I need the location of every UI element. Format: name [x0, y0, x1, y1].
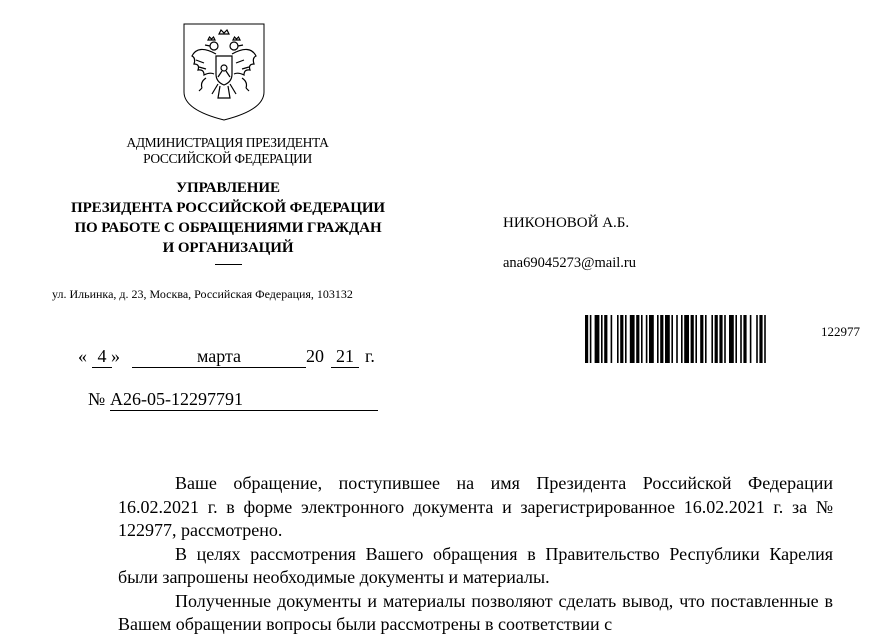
administration-title-line1: АДМИНИСТРАЦИЯ ПРЕЗИДЕНТА [126, 135, 329, 150]
barcode-bar [676, 315, 678, 363]
date-year-prefix: 20 [306, 346, 324, 366]
barcode-bar [735, 315, 737, 363]
barcode-bar [646, 315, 648, 363]
date-year-unit: г. [365, 346, 375, 366]
barcode-bar [743, 315, 746, 363]
barcode-bar [595, 315, 600, 363]
body-paragraph-2: В целях рассмотрения Вашего обращения в Правительство Республики Карелия были запрошены необходимые документы и материалы. [118, 543, 833, 587]
department-title-line1: УПРАВЛЕНИЕ [176, 180, 280, 196]
barcode-bar [617, 315, 619, 363]
reference-number: А26-05-12297791 [110, 388, 378, 411]
header-divider [215, 264, 242, 265]
date-day: 4 [92, 345, 112, 368]
barcode-bar [630, 315, 635, 363]
barcode-bar [719, 315, 722, 363]
date-quote-open: « [78, 346, 87, 366]
barcode-bar [711, 315, 713, 363]
barcode-bar [740, 315, 742, 363]
barcode-bar [681, 315, 683, 363]
barcode-bar [641, 315, 643, 363]
barcode-bar [601, 315, 603, 363]
date-quote-close: » [111, 346, 120, 366]
barcode [585, 315, 807, 363]
department-title-line3: ПО РАБОТЕ С ОБРАЩЕНИЯМИ ГРАЖДАН [74, 220, 382, 236]
reference-number-sign: № [88, 389, 106, 409]
date-month: марта [132, 345, 306, 368]
department-title-line2: ПРЕЗИДЕНТА РОССИЙСКОЙ ФЕДЕРАЦИИ [71, 200, 385, 216]
barcode-bar [649, 315, 654, 363]
barcode-bar [620, 315, 623, 363]
barcode-bar [764, 315, 766, 363]
barcode-number: 122977 [821, 324, 860, 339]
barcode-bar [585, 315, 588, 363]
recipient-name: НИКОНОВОЙ А.Б. [503, 215, 630, 231]
barcode-bar [715, 315, 718, 363]
barcode-bar [724, 315, 726, 363]
barcode-bar [729, 315, 734, 363]
barcode-bar [636, 315, 639, 363]
barcode-bar [590, 315, 592, 363]
administration-title-line2: РОССИЙСКОЙ ФЕДЕРАЦИИ [143, 151, 312, 166]
barcode-bar [671, 315, 673, 363]
barcode-bar [695, 315, 697, 363]
barcode-bar [660, 315, 663, 363]
barcode-bar [691, 315, 694, 363]
letter-body [118, 472, 833, 637]
recipient-email: ana69045273@mail.ru [503, 255, 636, 271]
barcode-bar [665, 315, 670, 363]
barcode-bar [611, 315, 613, 363]
barcode-bar [705, 315, 707, 363]
coat-of-arms-icon [182, 22, 266, 122]
barcode-bar [604, 315, 607, 363]
date-year-suffix: 21 [331, 345, 359, 368]
barcode-bar [657, 315, 659, 363]
sender-address: ул. Ильинка, д. 23, Москва, Российская Федерация, 103132 [52, 287, 353, 301]
body-paragraph-3: Полученные документы и материалы позволяют сделать вывод, что поставленные в Вашем обращении вопросы были рассмотрены в соответствии с [118, 590, 833, 634]
barcode-bar [750, 315, 752, 363]
barcode-bar [625, 315, 627, 363]
barcode-bar [700, 315, 703, 363]
barcode-bar [759, 315, 762, 363]
barcode-bar [756, 315, 758, 363]
body-paragraph-1: Ваше обращение, поступившее на имя Президента Российской Федерации 16.02.2021 г. в форме электронного документа и зарегистрированное 16.02.2021 г. за № 122977, рассмотрено. [118, 473, 833, 540]
department-title-line4: И ОРГАНИЗАЦИЙ [162, 240, 294, 256]
barcode-bar [684, 315, 689, 363]
